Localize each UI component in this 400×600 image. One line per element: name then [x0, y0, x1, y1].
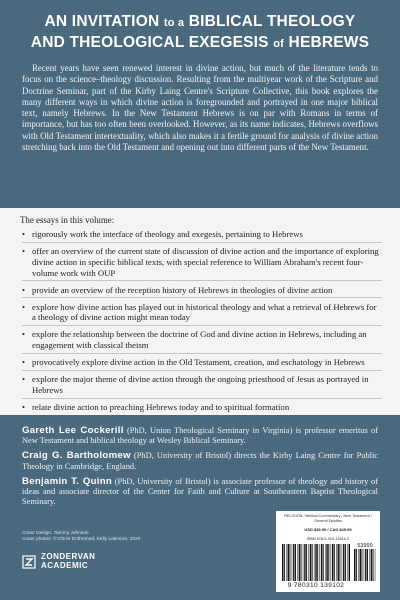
author-name: Craig G. Bartholomew — [22, 450, 131, 462]
zondervan-logo-icon — [22, 555, 36, 569]
author-bio-text: (PhD, University of Bristol) directs the Kirby Laing Centre for Public Theology in Cambridge, England. — [22, 451, 378, 471]
author-bio — [22, 426, 378, 446]
heading-connector: of — [273, 38, 285, 50]
cover-photo-credit: Cover photos: © Christ Enthroned, Kelly Latimore, 2020 — [22, 537, 141, 542]
essays-title: The essays in this volume: — [20, 215, 115, 225]
list-item — [22, 374, 382, 398]
supplement-barcode-icon — [354, 549, 376, 581]
essays-list — [22, 229, 382, 418]
bisac-category: RELIGION / Biblical Commentary / New Testament / General Epistles — [284, 514, 372, 523]
author-name: Benjamin T. Quinn — [22, 475, 113, 487]
bullet-icon: • — [22, 246, 26, 257]
list-item — [22, 285, 382, 299]
list-item-text: explore how divine action has played out in historical theology and what a retrieval of Hebrews for a theology of divine action might mean today — [32, 301, 377, 323]
bullet-icon: • — [22, 402, 26, 413]
list-item-text: explore the major theme of divine action through the ongoing priesthood of Jesus as portrayed in Hebrews — [32, 374, 369, 396]
publisher-logo — [22, 553, 95, 570]
price-supplement: 53999 — [357, 543, 373, 549]
heading-line-2 — [0, 33, 400, 54]
list-item-text: provide an overview of the reception history of Hebrews in theologies of divine action — [32, 284, 333, 295]
list-item-text: relate divine action to preaching Hebrews today and to spiritual formation — [32, 402, 290, 413]
list-item-text: rigorously work the interface of theology and exegesis, pertaining to Hebrews — [32, 229, 303, 239]
bullet-icon: • — [22, 284, 26, 295]
heading-text: HEBREWS — [288, 34, 370, 51]
isbn-label: ISBN 978-0-310-13910-2 — [306, 537, 350, 541]
author-bios — [22, 426, 378, 512]
cover-design-credit: Cover Design: Tammy Johnson — [22, 531, 89, 536]
author-bio-text: (PhD, University of Bristol) is associate professor of theology and history of ideas and associate director of the Center for Faith and Culture at Southeastern Baptist Theological Seminary. — [22, 476, 378, 507]
heading-text: BIBLICAL THEOLOGY — [188, 13, 356, 30]
list-item — [22, 357, 382, 371]
list-item — [22, 246, 382, 281]
publisher-name: ZONDERVAN — [41, 552, 96, 561]
heading-text: THEOLOGICAL EXEGESIS — [69, 34, 269, 51]
bullet-icon: • — [22, 329, 26, 340]
author-bio-text: (PhD, Union Theological Seminary in Virginia) is professor emeritus of New Testament and biblical theology at Wesley Biblical Seminary. — [22, 426, 378, 446]
cover-credits — [22, 531, 140, 543]
author-name: Gareth Lee Cockerill — [22, 425, 124, 436]
list-item — [22, 302, 382, 326]
intro-paragraph: Recent years have seen renewed interest in divine action, but much of the literature tends to focus on the science–theology discussion. Resulting from the multiyear work of the Scripture and Doctrine Seminar, part of the Kirby Laing Centre's Scripture Collective, this book explores the many different ways in which divine action is foregrounded and portrayed in one major biblical text, namely Hebrews. In the New Testament Hebrews is on par with Romans in terms of importance, but has too often been overlooked. However, as its name indicates, Hebrews overflows with Old Testament intertextuality, which also makes it a fertile ground for analysis of divine action stretching back into the Old Testament and opening out into different parts of the New Testament. — [22, 63, 378, 153]
author-bio — [22, 451, 378, 471]
isbn-barcode-icon — [282, 544, 350, 581]
list-item-text: explore the relationship between the doctrine of God and divine action in Hebrews, including an engagement with classical theism — [32, 329, 367, 351]
author-bio — [22, 477, 378, 508]
heading-text: AN INVITATION — [44, 13, 160, 30]
heading-connector: to a — [163, 17, 185, 29]
bullet-icon: • — [22, 301, 26, 312]
list-item — [22, 229, 382, 243]
bullet-icon: • — [22, 374, 26, 385]
publisher-imprint: ACADEMIC — [41, 560, 89, 570]
barcode-digits: 9 780310 139102 — [287, 582, 345, 589]
list-item — [22, 329, 382, 353]
heading-line-1 — [0, 12, 400, 33]
bullet-icon: • — [22, 357, 26, 368]
price-label: USD $39.99 / CAD $49.99 — [304, 527, 352, 532]
essays-panel — [0, 208, 400, 415]
bullet-icon: • — [22, 229, 26, 239]
barcode-box — [276, 511, 380, 592]
list-item-text: offer an overview of the current state of discussion of divine action and the importance of exploring divine action in specific biblical texts, with special reference to William Abraham's recent four-volume work with OUP — [32, 246, 379, 278]
list-item — [22, 402, 382, 415]
cover-heading — [0, 12, 400, 54]
list-item-text: provocatively explore divine action in the Old Testament, creation, and eschatology in Hebrews — [32, 357, 365, 368]
heading-text: AND — [30, 34, 65, 51]
